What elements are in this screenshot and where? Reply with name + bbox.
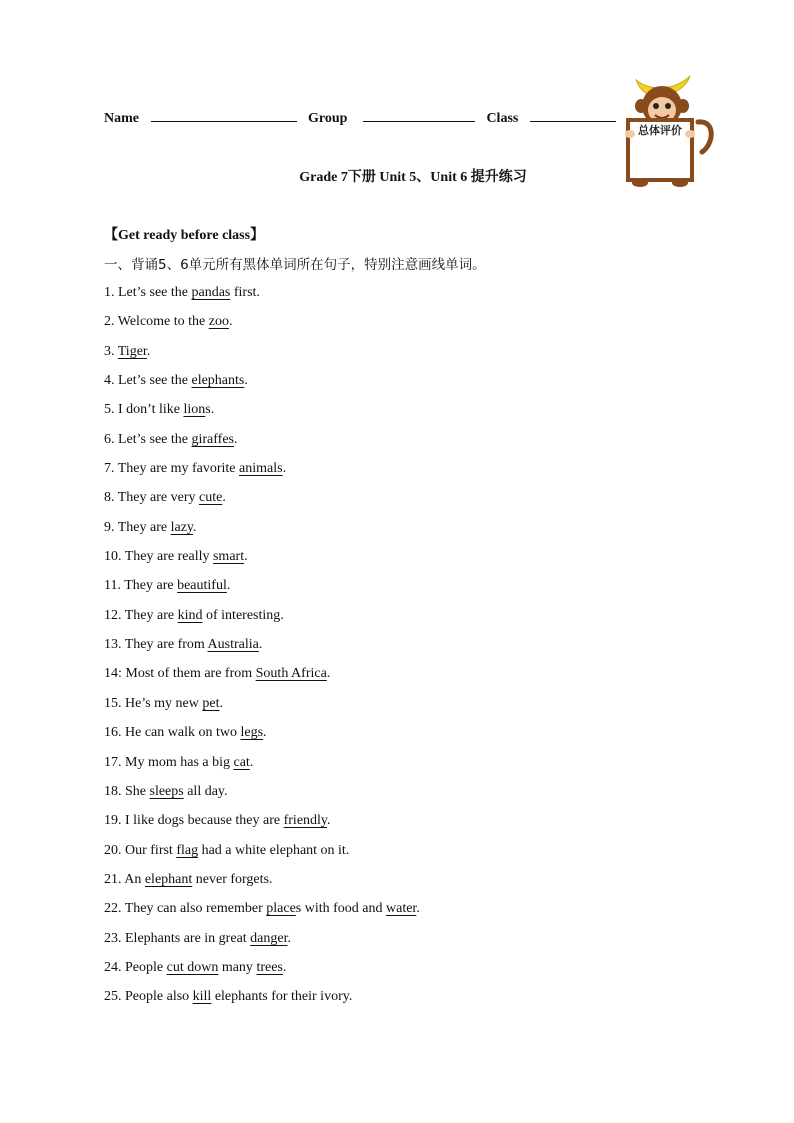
sentence-text: . bbox=[146, 343, 151, 359]
underlined-word: water bbox=[386, 901, 417, 917]
sentence-text: 13. They are from bbox=[104, 637, 208, 653]
sentence-text: . bbox=[244, 373, 248, 389]
sentence-text: of interesting. bbox=[202, 607, 284, 623]
sentence-text: 12. They are bbox=[104, 607, 178, 623]
sentence-item bbox=[104, 488, 420, 517]
sentence-text: . bbox=[287, 930, 291, 946]
sentence-text: 16. He can walk on two bbox=[104, 725, 241, 741]
underlined-word: flag bbox=[176, 842, 199, 858]
underlined-word: lazy bbox=[170, 519, 194, 535]
sentence-item bbox=[104, 547, 420, 576]
sentence-text: . bbox=[226, 578, 231, 594]
sentence-text: 1. Let’s see the bbox=[104, 285, 192, 300]
sentence-text: . bbox=[258, 637, 263, 653]
sentence-text: . bbox=[263, 725, 267, 741]
underlined-word: pet bbox=[202, 695, 220, 711]
section-heading: 【Get ready before class】 bbox=[104, 228, 265, 243]
sentence-text: 10. They are really bbox=[104, 549, 213, 565]
underlined-word: South Africa bbox=[255, 666, 327, 682]
underlined-word: cat bbox=[233, 754, 250, 770]
sentence-text: all day. bbox=[183, 783, 228, 799]
sentence-text: many bbox=[218, 959, 257, 975]
sentence-text: elephants for their ivory. bbox=[211, 989, 353, 1005]
sentence-item bbox=[104, 811, 420, 840]
sentence-item bbox=[104, 723, 420, 752]
sentence-item bbox=[104, 899, 420, 928]
sentence-text: 25. People also bbox=[104, 989, 193, 1005]
sentence-text: . bbox=[222, 490, 226, 506]
sentence-item bbox=[104, 987, 420, 1016]
sentence-item bbox=[104, 753, 420, 782]
sentence-item bbox=[104, 430, 420, 459]
sentence-text: 18. She bbox=[104, 783, 150, 799]
sentence-text: 19. I like dogs because they are bbox=[104, 813, 284, 829]
sentence-text: 7. They are my favorite bbox=[104, 461, 240, 477]
sentence-item bbox=[104, 518, 420, 547]
sentence-text: . bbox=[326, 666, 331, 682]
sentence-item bbox=[104, 694, 420, 723]
sentence-text: . bbox=[282, 959, 287, 975]
underlined-word: cute bbox=[198, 490, 223, 506]
underlined-word: legs bbox=[240, 725, 264, 741]
underlined-word: Australia bbox=[207, 637, 259, 653]
sentence-text: . bbox=[327, 813, 331, 829]
underlined-word: pandas bbox=[191, 285, 231, 300]
name-field[interactable] bbox=[151, 107, 297, 122]
sentence-item bbox=[104, 342, 420, 371]
sentence-item bbox=[104, 870, 420, 899]
underlined-word: elephant bbox=[144, 871, 193, 887]
underlined-word: elephants bbox=[191, 373, 245, 389]
sentence-text: . bbox=[282, 461, 287, 477]
sentence-item bbox=[104, 576, 420, 605]
sentence-item bbox=[104, 400, 420, 429]
sentence-list bbox=[104, 283, 420, 1017]
underlined-word: cut down bbox=[166, 959, 219, 975]
sentence-text: 21. An bbox=[104, 871, 145, 887]
group-label: Group bbox=[308, 111, 348, 126]
sentence-text: 11. They are bbox=[104, 578, 178, 594]
underlined-word: friendly bbox=[283, 813, 328, 829]
sentence-item bbox=[104, 782, 420, 811]
sentence-item bbox=[104, 841, 420, 870]
sentence-text: 4. Let’s see the bbox=[104, 373, 192, 389]
sentence-item bbox=[104, 958, 420, 987]
underlined-word: trees bbox=[256, 959, 283, 975]
sentence-text: s with food and bbox=[295, 901, 386, 917]
underlined-word: zoo bbox=[208, 314, 229, 330]
underlined-word: place bbox=[266, 901, 296, 917]
sentence-text: . bbox=[193, 519, 197, 535]
sentence-text: first. bbox=[230, 285, 260, 300]
underlined-word: sleeps bbox=[149, 783, 184, 799]
sentence-text: 14: Most of them are from bbox=[104, 666, 256, 682]
underlined-word: beautiful bbox=[177, 578, 227, 594]
sentence-text: 5. I don’t like bbox=[104, 402, 184, 418]
sentence-text: s. bbox=[205, 402, 215, 418]
underlined-word: lion bbox=[183, 402, 206, 418]
underlined-word: giraffes bbox=[191, 431, 234, 447]
badge-text: 总体评价 bbox=[638, 124, 682, 137]
student-info-row bbox=[104, 107, 616, 127]
sentence-text: 6. Let’s see the bbox=[104, 431, 192, 447]
sentence-text: . bbox=[416, 901, 420, 917]
underlined-word: animals bbox=[239, 461, 283, 477]
sentence-text: 17. My mom has a big bbox=[104, 754, 234, 770]
name-label: Name bbox=[104, 111, 139, 126]
underlined-word: danger bbox=[250, 930, 288, 946]
sentence-text: 15. He’s my new bbox=[104, 695, 203, 711]
sentence-text: 23. Elephants are in great bbox=[104, 930, 251, 946]
sentence-text: 24. People bbox=[104, 959, 167, 975]
sentence-item bbox=[104, 459, 420, 488]
sentence-text: 8. They are very bbox=[104, 490, 199, 506]
instruction-text: 一、背诵5、6单元所有黑体单词所在句子，特别注意画线单词。 bbox=[104, 257, 486, 273]
class-field[interactable] bbox=[530, 107, 616, 122]
group-field[interactable] bbox=[363, 107, 475, 122]
sentence-text: had a white elephant on it. bbox=[198, 842, 350, 858]
underlined-word: kill bbox=[192, 989, 212, 1005]
underlined-word: smart bbox=[212, 549, 245, 565]
sentence-item bbox=[104, 929, 420, 958]
class-label: Class bbox=[486, 111, 519, 126]
sentence-text: 22. They can also remember bbox=[104, 901, 267, 917]
sentence-text: 3. bbox=[104, 343, 118, 359]
worksheet-title: Grade 7下册 Unit 5、Unit 6 提升练习 bbox=[299, 170, 527, 185]
sentence-item bbox=[104, 283, 420, 312]
sentence-text: . bbox=[249, 754, 254, 770]
sentence-item bbox=[104, 371, 420, 400]
underlined-word: kind bbox=[177, 607, 203, 623]
sentence-text: 20. Our first bbox=[104, 842, 177, 858]
sentence-text: 9. They are bbox=[104, 519, 171, 535]
sentence-item bbox=[104, 312, 420, 341]
sentence-item bbox=[104, 606, 420, 635]
sentence-text: . bbox=[228, 314, 233, 330]
sentence-text: 2. Welcome to the bbox=[104, 314, 209, 330]
sentence-text: . bbox=[244, 549, 248, 565]
sentence-text: . bbox=[233, 431, 238, 447]
sentence-text: . bbox=[219, 695, 223, 711]
underlined-word: Tiger bbox=[117, 343, 147, 359]
sentence-item bbox=[104, 664, 420, 693]
sentence-text: never forgets. bbox=[192, 871, 273, 887]
sentence-item bbox=[104, 635, 420, 664]
